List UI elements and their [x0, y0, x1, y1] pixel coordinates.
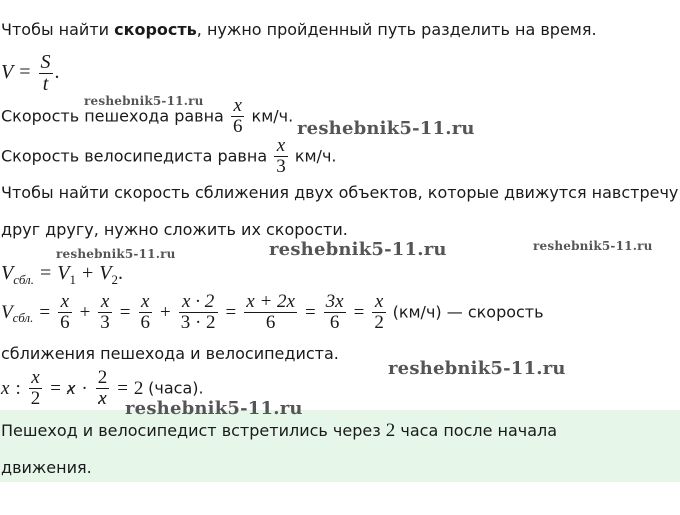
time-x: x [1, 377, 10, 399]
time-cdot: · [81, 377, 88, 399]
calc-frac-5 [244, 292, 297, 333]
calc-frac-3 [139, 292, 153, 333]
watermark: reshebnik5-11.ru [269, 239, 447, 260]
fraction-den: 3 [100, 311, 110, 333]
cyclist-unit: км/ч. [294, 146, 337, 166]
formula-vsbl-sum [1, 263, 123, 286]
fraction-num: x [31, 367, 40, 388]
vsbl-sub: сбл. [13, 272, 34, 287]
fraction-num: x [60, 291, 70, 312]
calc-v: V [1, 301, 13, 323]
rule-post: , нужно пройденный путь разделить на время. [196, 20, 597, 39]
cyclist-text: Скорость велосипедиста равна [1, 146, 268, 166]
vsbl-eq: = [39, 262, 52, 284]
watermark: reshebnik5-11.ru [388, 358, 566, 379]
calc-eq-3: = [225, 301, 237, 323]
formula-v: V [1, 61, 14, 84]
fraction-den: 2 [374, 311, 384, 333]
fraction-num: x [276, 135, 286, 156]
time-result: 2 [133, 377, 144, 399]
fraction-den: 6 [140, 311, 150, 333]
fraction-den-cancelled: x [98, 387, 107, 409]
rule-pre: Чтобы найти [1, 20, 115, 39]
watermark: reshebnik5-11.ru [125, 398, 303, 419]
formula-eq: = [19, 61, 31, 84]
time-eq: = [50, 377, 61, 399]
calc-eq-4: = [304, 301, 316, 323]
vsbl-s1: 1 [69, 272, 76, 287]
pedestrian-text: Скорость пешехода равна [1, 106, 224, 126]
fraction-den: 6 [60, 311, 70, 333]
fraction-num: x + 2x [246, 291, 295, 312]
answer-line-1 [1, 420, 557, 442]
fraction-num: 2 [97, 367, 108, 388]
time-frac-1 [29, 368, 43, 409]
formula-vsbl-calculation [1, 292, 544, 333]
time-frac-2 [96, 368, 110, 409]
calc-frac-4 [179, 292, 218, 333]
fraction-num: x · 2 [182, 291, 215, 312]
answer-pre: Пешеход и велосипедист встретились через [1, 421, 386, 440]
time-unit: (часа). [148, 378, 204, 398]
calc-eq-5: = [353, 301, 365, 323]
calc-frac-1 [58, 292, 72, 333]
fraction-num: x [233, 95, 242, 116]
watermark: reshebnik5-11.ru [533, 239, 653, 253]
answer-block [0, 410, 680, 482]
fraction-den: 3 · 2 [180, 311, 216, 333]
vsbl-s2: 2 [111, 272, 118, 287]
watermark: reshebnik5-11.ru [297, 118, 475, 139]
approach-line-2: друг другу, нужно сложить их скорости. [1, 220, 348, 239]
fraction-num: S [40, 51, 51, 73]
time-x-cancelled: x [66, 377, 76, 399]
calc-frac-6 [324, 292, 346, 333]
vsbl-v1: V [57, 262, 70, 284]
calc-continuation: сближения пешехода и велосипедиста. [1, 344, 339, 363]
formula-dot: . [54, 61, 60, 84]
fraction-num: 3x [325, 291, 344, 312]
fraction-num: x [100, 291, 110, 312]
fraction-x-over-6 [231, 96, 245, 137]
calc-sub: сбл. [12, 309, 34, 325]
approach-line-1: Чтобы найти скорость сближения двух объектов, которые движутся навстречу [1, 183, 679, 202]
vsbl-v: V [1, 262, 14, 284]
watermark: reshebnik5-11.ru [84, 94, 204, 108]
calc-plus-1: + [79, 301, 91, 323]
fraction-den: 6 [232, 115, 243, 137]
fraction-den: 2 [30, 387, 41, 409]
fraction-num: x [141, 291, 150, 312]
rule-text [1, 22, 597, 38]
fraction-s-over-t [39, 52, 53, 95]
fraction-den: 6 [244, 312, 297, 333]
calc-eq-1: = [39, 301, 51, 323]
calc-plus-2: + [160, 301, 171, 323]
vsbl-v2: V [99, 262, 112, 284]
calc-frac-2 [98, 292, 112, 333]
rule-bold: скорость [114, 20, 197, 39]
calc-frac-7 [372, 292, 386, 333]
fraction-den: 3 [276, 155, 286, 177]
calc-eq-2: = [119, 301, 131, 323]
time-eq-2: = [117, 377, 128, 399]
vsbl-plus: + [81, 262, 94, 284]
calc-unit: (км/ч) — скорость [392, 302, 544, 322]
watermark: reshebnik5-11.ru [56, 247, 176, 261]
fraction-den: t [39, 73, 53, 95]
fraction-x-over-3 [274, 136, 288, 177]
fraction-den: 6 [324, 312, 346, 333]
pedestrian-unit: км/ч. [251, 106, 294, 126]
fraction-num: x [374, 291, 384, 312]
answer-post: часа после начала [395, 421, 558, 440]
cyclist-speed-line [1, 136, 336, 177]
answer-number: 2 [385, 420, 396, 441]
time-colon: : [15, 377, 21, 399]
vsbl-dot: . [117, 262, 123, 284]
answer-line-2: движения. [1, 458, 92, 477]
formula-v-equals-s-over-t [1, 52, 60, 95]
